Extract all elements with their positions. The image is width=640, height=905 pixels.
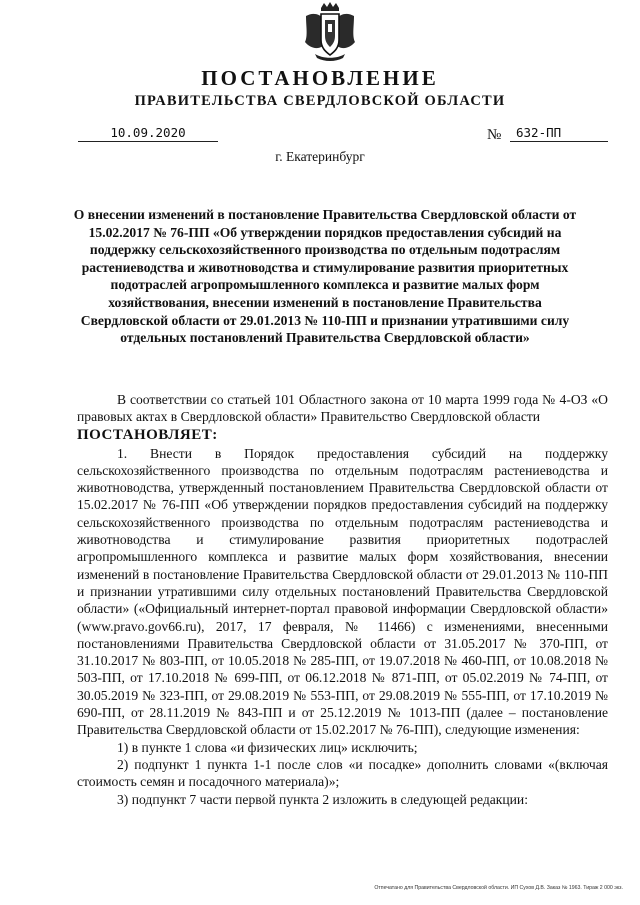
preamble-paragraph: В соответствии со статьей 101 Областного закона от 10 марта 1999 года № 4-ОЗ «О правовых актах в Свердловской области» Правительство Свердловской области xyxy=(77,392,608,425)
document-number: 632-ПП xyxy=(510,125,608,142)
document-subtitle: ПРАВИТЕЛЬСТВА СВЕРДЛОВСКОЙ ОБЛАСТИ xyxy=(134,93,506,109)
coat-of-arms-icon xyxy=(301,2,359,62)
postanovlyaet-label: ПОСТАНОВЛЯЕТ: xyxy=(77,426,218,443)
print-footer: Отпечатано для Правительства Свердловской области. ИП Сухов Д.В. Заказ № 1963. Тираж 2 000 экз. xyxy=(374,885,623,891)
item-1-paragraph: 1. Внести в Порядок предоставления субсидий на поддержку сельскохозяйственного производства по отдельным подотраслям растениеводства и животноводства, утвержденный постановлением Правительства Свердловской области от 15.02.2017 № 76-ПП «Об утверждении порядков предоставления субсидий на поддержку сельскохозяйственного производства по отдельным подотраслям растениеводства и животноводства и стимулирование развития приоритетных подотраслей агропромышленного комплекса и развитие малых форм хозяйствования, внесении изменений в постановление Правительства Свердловской области от 29.01.2013 № 110-ПП и признании утратившими силу отдельных постановлений Правительства Свердловской области» («Официальный интернет-портал правовой информации Свердловской области» (www.pravo.gov66.ru), 2017, 17 февраля, № 11466) с изменениями, внесенными постановлениями Правительства Свердловской области от 31.05.2017 № 370-ПП, от 31.10.2017 № 803-ПП, от 10.05.2018 № 285-ПП, от 19.07.2018 № 460-ПП, от 10.08.2018 № 503-ПП, от 17.10.2018 № 699-ПП, от 06.12.2018 № 871-ПП, от 05.02.2019 № 74-ПП, от 30.05.2019 № 323-ПП, от 29.08.2019 № 553-ПП, от 29.08.2019 № 555-ПП, от 17.10.2019 № 690-ПП, от 28.11.2019 № 843-ПП и от 25.12.2019 № 1013-ПП (далее – постановление Правительства Свердловской области от 15.02.2017 № 76-ПП), следующие изменения: xyxy=(77,445,608,738)
city: г. Екатеринбург xyxy=(275,149,365,164)
number-sign: № xyxy=(487,127,502,143)
document-heading: О внесении изменений в постановление Правительства Свердловской области от 15.02.2017 № 76-ПП «Об утверждении порядков предоставления субсидий на поддержку сельскохозяйственного производства по отдельным подотраслям растениеводства и животноводства и стимулирование развития приоритетных подотраслей агропромышленного комплекса и развитие малых форм хозяйствования, внесении изменений в постановление Правительства Свердловской области от 29.01.2013 № 110-ПП и признании утратившими силу отдельных постановлений Правительства Свердловской области» xyxy=(73,207,577,346)
document-title: ПОСТАНОВЛЕНИЕ xyxy=(201,66,439,90)
subitem-3-paragraph: 3) подпункт 7 части первой пункта 2 изложить в следующей редакции: xyxy=(117,791,528,807)
subitem-1-paragraph: 1) в пункте 1 слова «и физических лиц» исключить; xyxy=(117,739,418,755)
document-date: 10.09.2020 xyxy=(78,125,218,142)
document-body xyxy=(77,391,608,808)
subitem-2-paragraph: 2) подпункт 1 пункта 1-1 после слов «и посадке» дополнить словами «(включая стоимость семян и посадочного материала)»; xyxy=(77,756,608,790)
